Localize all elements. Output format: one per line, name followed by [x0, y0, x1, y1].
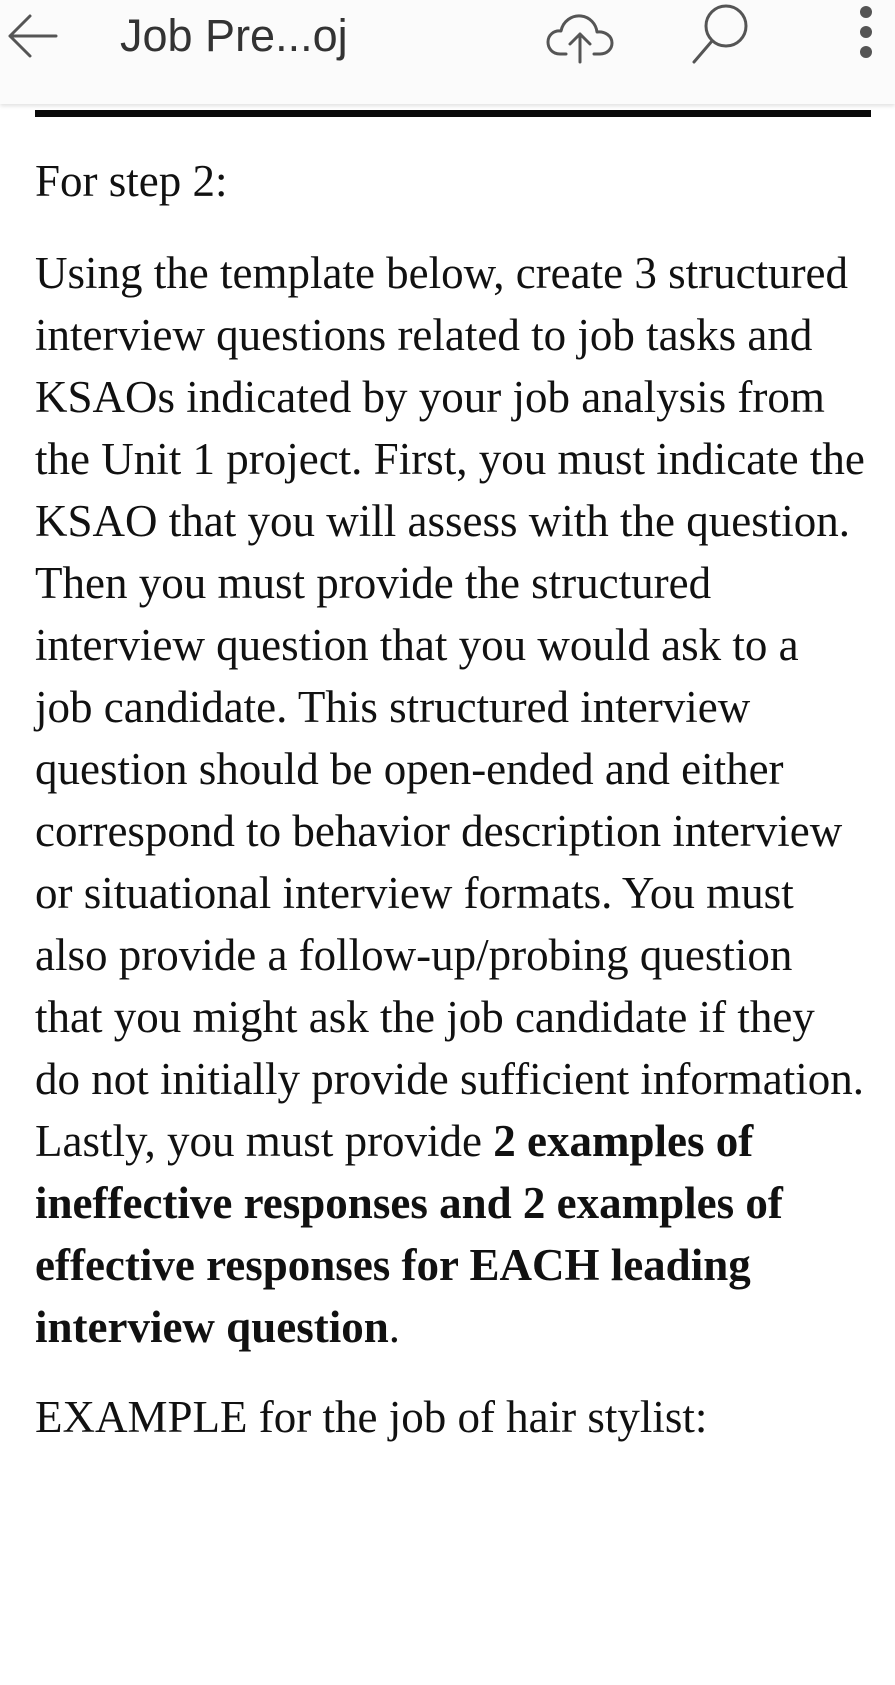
instructions-paragraph: [35, 242, 865, 1358]
step-heading: For step 2:: [35, 156, 228, 206]
document-body: [35, 150, 865, 1448]
cloud-upload-icon[interactable]: [546, 8, 614, 64]
paragraph-text: Using the template below, create 3 structured interview questions related to job tasks and KSAOs indicated by your job analysis from the Unit 1 project. First, you must indicate the KSAO that you will assess with the question. Then you must provide the structured interview question that you would ask to a job candidate. This structured interview question should be open-ended and either correspond to behavior description interview or situational interview formats. You must also provide a follow-up/probing question that you might ask the job candidate if they do not initially provide sufficient information. Lastly, you must provide: [35, 248, 865, 1166]
paragraph-end: .: [388, 1302, 400, 1352]
paragraph-bold-text: 2 examples of ineffective responses and 2 examples of effective responses for EACH leading interview question: [35, 1116, 783, 1352]
more-vertical-icon[interactable]: [848, 2, 884, 68]
example-heading: EXAMPLE for the job of hair stylist:: [35, 1392, 708, 1442]
horizontal-rule: [35, 110, 871, 117]
search-icon[interactable]: [690, 0, 754, 68]
app-bar: [0, 0, 895, 104]
arrow-left-icon[interactable]: [0, 4, 72, 68]
document-title: Job Pre...oj: [120, 10, 348, 61]
